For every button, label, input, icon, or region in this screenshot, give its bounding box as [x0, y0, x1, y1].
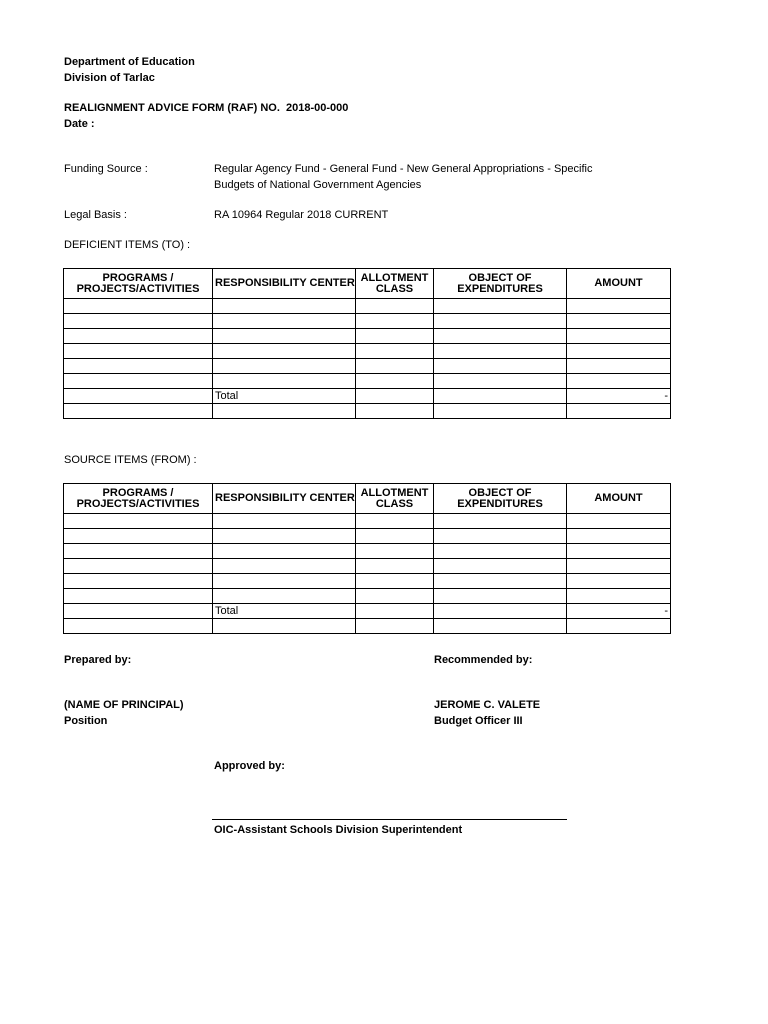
- source-items-table: [63, 483, 671, 634]
- table-header-row: [64, 269, 671, 299]
- table-cell[interactable]: [64, 544, 213, 559]
- preparer-position: Position: [64, 715, 108, 727]
- header-allotment-class: ALLOTMENT CLASS: [356, 269, 434, 299]
- table-cell: [64, 604, 213, 619]
- table-cell[interactable]: [213, 514, 356, 529]
- table-cell[interactable]: [356, 619, 434, 634]
- table-cell[interactable]: [356, 314, 434, 329]
- department-name: Department of Education: [64, 56, 195, 68]
- table-cell[interactable]: [64, 329, 213, 344]
- table-cell[interactable]: [356, 404, 434, 419]
- preparer-name: (NAME OF PRINCIPAL): [64, 699, 184, 711]
- table-cell[interactable]: [434, 299, 567, 314]
- table-cell: [356, 604, 434, 619]
- table-cell[interactable]: [213, 544, 356, 559]
- table-row: [64, 299, 671, 314]
- table-row: [64, 559, 671, 574]
- table-cell[interactable]: [356, 359, 434, 374]
- table-row: [64, 514, 671, 529]
- legal-basis-label: Legal Basis :: [64, 209, 127, 221]
- table-cell[interactable]: [434, 514, 567, 529]
- table-cell[interactable]: [213, 589, 356, 604]
- table-cell[interactable]: [567, 514, 671, 529]
- table-cell[interactable]: [567, 374, 671, 389]
- table-cell[interactable]: [64, 314, 213, 329]
- table-cell[interactable]: [567, 314, 671, 329]
- recommender-name: JEROME C. VALETE: [434, 699, 541, 711]
- table-cell[interactable]: [213, 574, 356, 589]
- table-row: [64, 589, 671, 604]
- header-allotment-class: ALLOTMENT CLASS: [356, 484, 434, 514]
- table-row: [64, 574, 671, 589]
- table-cell[interactable]: [213, 404, 356, 419]
- table-cell[interactable]: [434, 559, 567, 574]
- table-cell[interactable]: [64, 404, 213, 419]
- header-programs: PROGRAMS / PROJECTS/ACTIVITIES: [64, 484, 213, 514]
- header-programs: PROGRAMS / PROJECTS/ACTIVITIES: [64, 269, 213, 299]
- table-cell[interactable]: [567, 619, 671, 634]
- table-cell[interactable]: [213, 329, 356, 344]
- table-cell[interactable]: [213, 359, 356, 374]
- table-cell: [356, 389, 434, 404]
- table-cell[interactable]: [356, 329, 434, 344]
- table-cell[interactable]: [434, 359, 567, 374]
- table-row: [64, 619, 671, 634]
- table-cell[interactable]: [434, 344, 567, 359]
- total-label: Total: [213, 389, 356, 404]
- table-cell[interactable]: [356, 544, 434, 559]
- prepared-by-label: Prepared by:: [64, 654, 132, 666]
- table-cell[interactable]: [213, 299, 356, 314]
- table-cell[interactable]: [567, 359, 671, 374]
- table-row: [64, 374, 671, 389]
- table-cell[interactable]: [64, 514, 213, 529]
- header-object-of-expenditures: OBJECT OF EXPENDITURES: [434, 269, 567, 299]
- table-cell[interactable]: [356, 299, 434, 314]
- table-cell[interactable]: [567, 544, 671, 559]
- header-responsibility-center: RESPONSIBILITY CENTER: [213, 484, 356, 514]
- table-cell[interactable]: [213, 619, 356, 634]
- table-cell: [64, 389, 213, 404]
- table-cell[interactable]: [64, 559, 213, 574]
- table-row: [64, 529, 671, 544]
- total-row: [64, 389, 671, 404]
- table-cell[interactable]: [567, 574, 671, 589]
- table-cell[interactable]: [434, 314, 567, 329]
- table-row: [64, 359, 671, 374]
- table-cell[interactable]: [434, 404, 567, 419]
- table-cell[interactable]: [567, 299, 671, 314]
- recommender-position: Budget Officer III: [434, 715, 523, 727]
- header-amount: AMOUNT: [567, 269, 671, 299]
- funding-source-label: Funding Source :: [64, 163, 148, 175]
- table-cell[interactable]: [64, 574, 213, 589]
- table-cell[interactable]: [356, 559, 434, 574]
- table-cell[interactable]: [64, 589, 213, 604]
- table-cell[interactable]: [356, 529, 434, 544]
- table-cell[interactable]: [567, 329, 671, 344]
- table-cell[interactable]: [434, 589, 567, 604]
- table-cell[interactable]: [64, 529, 213, 544]
- table-cell[interactable]: [213, 529, 356, 544]
- table-row: [64, 314, 671, 329]
- table-cell: [434, 389, 567, 404]
- header-responsibility-center: RESPONSIBILITY CENTER: [213, 269, 356, 299]
- legal-basis-value: RA 10964 Regular 2018 CURRENT: [214, 209, 389, 221]
- table-cell[interactable]: [434, 619, 567, 634]
- deficient-items-title: DEFICIENT ITEMS (TO) :: [64, 239, 191, 251]
- table-row: [64, 344, 671, 359]
- total-amount: -: [567, 604, 671, 619]
- approved-by-label: Approved by:: [214, 760, 285, 772]
- table-cell[interactable]: [356, 374, 434, 389]
- total-row: [64, 604, 671, 619]
- table-cell[interactable]: [356, 574, 434, 589]
- date-label: Date :: [64, 118, 95, 130]
- table-cell[interactable]: [213, 374, 356, 389]
- total-label: Total: [213, 604, 356, 619]
- table-row: [64, 544, 671, 559]
- table-cell: [434, 604, 567, 619]
- table-cell[interactable]: [64, 299, 213, 314]
- table-cell[interactable]: [567, 344, 671, 359]
- approver-position: OIC-Assistant Schools Division Superintendent: [214, 824, 463, 836]
- table-cell[interactable]: [64, 344, 213, 359]
- table-cell[interactable]: [567, 404, 671, 419]
- table-cell[interactable]: [213, 559, 356, 574]
- division-name: Division of Tarlac: [64, 72, 155, 84]
- table-cell[interactable]: [434, 529, 567, 544]
- signature-line: [212, 819, 567, 820]
- table-cell[interactable]: [64, 374, 213, 389]
- form-title: REALIGNMENT ADVICE FORM (RAF) NO. 2018-00-000: [64, 102, 349, 114]
- funding-source-line2: Budgets of National Government Agencies: [214, 179, 422, 191]
- recommended-by-label: Recommended by:: [434, 654, 533, 666]
- table-cell[interactable]: [213, 344, 356, 359]
- table-row: [64, 404, 671, 419]
- table-cell[interactable]: [434, 544, 567, 559]
- table-cell[interactable]: [567, 529, 671, 544]
- table-cell[interactable]: [64, 619, 213, 634]
- table-cell[interactable]: [567, 559, 671, 574]
- table-row: [64, 329, 671, 344]
- table-cell[interactable]: [434, 374, 567, 389]
- table-cell[interactable]: [434, 574, 567, 589]
- funding-source-line1: Regular Agency Fund - General Fund - New General Appropriations - Specific: [214, 163, 593, 175]
- header-amount: AMOUNT: [567, 484, 671, 514]
- total-amount: -: [567, 389, 671, 404]
- table-cell[interactable]: [356, 589, 434, 604]
- table-cell[interactable]: [213, 314, 356, 329]
- table-cell[interactable]: [567, 589, 671, 604]
- table-cell[interactable]: [356, 344, 434, 359]
- source-items-title: SOURCE ITEMS (FROM) :: [64, 454, 197, 466]
- table-cell[interactable]: [434, 329, 567, 344]
- table-cell[interactable]: [64, 359, 213, 374]
- header-object-of-expenditures: OBJECT OF EXPENDITURES: [434, 484, 567, 514]
- table-cell[interactable]: [356, 514, 434, 529]
- table-header-row: [64, 484, 671, 514]
- deficient-items-table: [63, 268, 671, 419]
